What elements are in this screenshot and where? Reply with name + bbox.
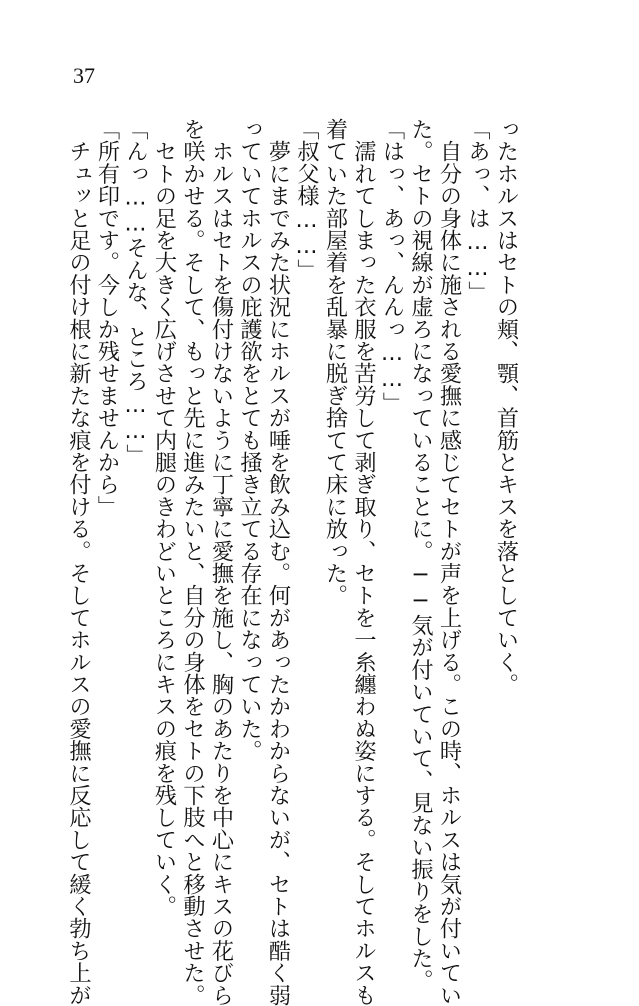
text-line: 「んっ……そんな、ところ……」 — [122, 118, 149, 467]
text-line: 自分の身体に施される愛撫に感じてセトが声を上げる。この時、ホルスは気が付いてい — [436, 118, 462, 1006]
text-line: ったホルスはセトの頬、顎、首筋とキスを落としていく。 — [493, 118, 519, 696]
text-line: 「あっ、は……」 — [464, 118, 491, 304]
vertical-text-body — [65, 118, 520, 1006]
text-line: セトの足を大きく広げさせて内腿のきわどいところにキスの痕を残していく。 — [151, 118, 177, 918]
text-line: た。セトの視線が虚ろになっていることに。──気が付いていて、見ない振りをした。 — [407, 118, 434, 992]
text-line: 夢にまでみた状況にホルスが唾を飲み込む。何があったかわからないが、セトは酷く弱 — [265, 118, 291, 1006]
text-line: 「所有印です。今しか残せませんから」 — [94, 118, 120, 518]
text-line: 濡れてしまった衣服を苦労して剥ぎ取り、セトを一糸纏わぬ姿にする。そしてホルスも — [350, 118, 377, 1006]
text-line: っていてホルスの庇護欲をとても掻き立てる存在になっていた。 — [236, 118, 263, 762]
page-number: 37 — [73, 63, 95, 88]
text-line: 着ていた部屋着を乱暴に脱ぎ捨てて床に放った。 — [322, 118, 348, 607]
text-line: 「叔父様……」 — [293, 118, 320, 281]
text-line: チュッと足の付け根に新たな痕を付ける。そしてホルスの愛撫に反応して緩く勃ち上が — [65, 118, 92, 1006]
text-line: 「はっ、あっ、んんっ……」 — [379, 118, 405, 415]
text-line: を咲かせる。そして、もっと先に進みたいと、自分の身体をセトの下肢へと移動させた。 — [179, 118, 206, 1006]
text-line: ホルスはセトを傷付けないように丁寧に愛撫を施し、胸のあたりを中心にキスの花びら — [208, 118, 234, 1006]
